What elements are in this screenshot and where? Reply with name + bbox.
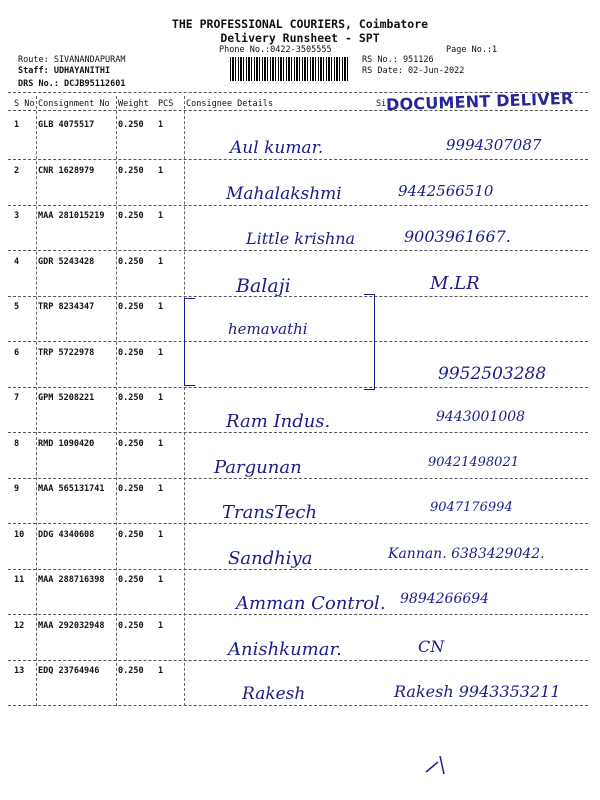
col-weight: Weight (118, 99, 149, 109)
row-weight: 0.250 (118, 438, 144, 449)
row-sno: 8 (14, 438, 20, 449)
rs-number: RS No.: 951126 (362, 55, 434, 65)
drs-number: DRS No.: DCJB95112601 (18, 79, 126, 89)
row-divider (8, 523, 588, 524)
row-signature: 9442566510 (398, 181, 494, 200)
row-divider (8, 250, 588, 251)
barcode (230, 57, 350, 81)
row-consignee-handwritten: hemavathi (228, 320, 308, 338)
row-weight: 0.250 (118, 120, 144, 130)
row-consignee-handwritten: Amman Control. (236, 593, 386, 614)
company-title: THE PROFESSIONAL COURIERS, Coimbatore (171, 17, 429, 31)
row-consignee-handwritten: Anishkumar. (228, 638, 342, 660)
row-consignment: GPM 5208221 (38, 393, 95, 403)
row-pcs: 1 (158, 211, 164, 221)
row-signature: Kannan. 6383429042. (388, 545, 545, 562)
row-pcs: 1 (158, 438, 164, 449)
row-signature: 9003961667. (404, 227, 511, 246)
row-signature: 90421498021 (428, 454, 519, 470)
row-consignment: MAA 281015219 (38, 211, 105, 221)
row-consignment: GDR 5243428 (38, 256, 95, 267)
rs-date: RS Date: 02-Jun-2022 (362, 66, 465, 76)
row-divider (8, 569, 588, 570)
row-pcs: 1 (158, 256, 164, 267)
row-consignment: DDG 4340608 (38, 529, 95, 540)
row-divider (8, 387, 588, 388)
row-divider (8, 614, 588, 615)
row-divider (8, 296, 588, 297)
row-weight: 0.250 (118, 211, 144, 221)
row-pcs: 1 (158, 529, 164, 540)
bracket-right (364, 294, 375, 390)
row-sno: 3 (14, 211, 20, 221)
row-consignee-handwritten: Mahalakshmi (226, 183, 342, 204)
row-consignment: MAA 565131741 (38, 484, 105, 494)
row-sno: 5 (14, 302, 20, 312)
row-weight: 0.250 (118, 165, 144, 176)
row-sno: 1 (14, 120, 20, 130)
row-signature: 9952503288 (438, 363, 547, 384)
row-pcs: 1 (158, 120, 164, 130)
row-sno: 9 (14, 484, 20, 494)
route: Route: SIVANANDAPURAM (18, 55, 126, 65)
row-consignment: MAA 288716398 (38, 575, 105, 585)
row-signature: 9047176994 (430, 500, 513, 515)
row-signature: 9994307087 (446, 136, 542, 154)
row-weight: 0.250 (118, 302, 144, 312)
row-pcs: 1 (158, 302, 164, 312)
row-signature: Rakesh 9943353211 (394, 682, 561, 701)
col-sno: S No (14, 99, 35, 109)
row-weight: 0.250 (118, 529, 144, 540)
row-consignment: EDQ 23764946 (38, 666, 100, 676)
bracket-left (184, 298, 195, 386)
row-divider (8, 705, 588, 706)
row-pcs: 1 (158, 484, 164, 494)
row-pcs: 1 (158, 620, 164, 631)
row-consignee-handwritten: Pargunan (214, 456, 302, 478)
row-sno: 13 (14, 666, 25, 676)
row-consignment: TRP 5722978 (38, 347, 95, 358)
row-weight: 0.250 (118, 666, 144, 676)
row-signature: 9443001008 (436, 409, 526, 425)
row-sno: 12 (14, 620, 25, 631)
row-consignment: CNR 1628979 (38, 165, 95, 176)
staff: Staff: UDHAYANITHI (18, 66, 111, 76)
row-pcs: 1 (158, 347, 164, 358)
row-divider (8, 341, 588, 342)
row-signature: CN (418, 636, 445, 656)
pen-mark (424, 748, 454, 778)
row-weight: 0.250 (118, 393, 144, 403)
row-consignment: RMD 1090420 (38, 438, 95, 449)
row-consignment: MAA 292032948 (38, 620, 105, 631)
row-signature: M.LR (430, 272, 480, 294)
row-sno: 6 (14, 347, 20, 358)
col-consignee: Consignee Details (186, 99, 273, 109)
row-pcs: 1 (158, 666, 164, 676)
row-divider (8, 478, 588, 479)
row-consignment: GLB 4075517 (38, 120, 95, 130)
row-consignee-handwritten: Rakesh (242, 684, 306, 704)
document-delivered-stamp: DOCUMENT DELIVER (385, 88, 574, 115)
row-consignee-handwritten: TransTech (222, 502, 318, 523)
row-divider (8, 159, 588, 160)
col-signature: Si (376, 99, 387, 109)
row-sno: 10 (14, 529, 25, 540)
page-number: Page No.:1 (446, 45, 498, 55)
row-consignee-handwritten: Sandhiya (228, 547, 313, 569)
row-pcs: 1 (158, 575, 164, 585)
row-consignee-handwritten: Little krishna (246, 229, 356, 248)
phone-number: Phone No.:0422-3505555 (219, 45, 332, 55)
row-sno: 2 (14, 165, 20, 176)
row-sno: 7 (14, 393, 20, 403)
row-weight: 0.250 (118, 484, 144, 494)
row-signature: 9894266694 (400, 591, 490, 607)
row-consignment: TRP 8234347 (38, 302, 95, 312)
row-weight: 0.250 (118, 256, 144, 267)
row-sno: 4 (14, 256, 20, 267)
row-divider (8, 432, 588, 433)
row-consignee-handwritten: Balaji (236, 274, 291, 297)
col-pcs: PCS (158, 99, 174, 109)
row-consignee-handwritten: Ram Indus. (226, 411, 331, 432)
row-weight: 0.250 (118, 575, 144, 585)
row-sno: 11 (14, 575, 25, 585)
col-consignment: Consignment No (38, 99, 110, 109)
row-pcs: 1 (158, 165, 164, 176)
runsheet-subtitle: Delivery Runsheet - SPT (220, 31, 380, 45)
row-weight: 0.250 (118, 347, 144, 358)
row-weight: 0.250 (118, 620, 144, 631)
row-divider (8, 660, 588, 661)
row-consignee-handwritten: Aul kumar. (230, 138, 324, 158)
row-pcs: 1 (158, 393, 164, 403)
row-divider (8, 205, 588, 206)
